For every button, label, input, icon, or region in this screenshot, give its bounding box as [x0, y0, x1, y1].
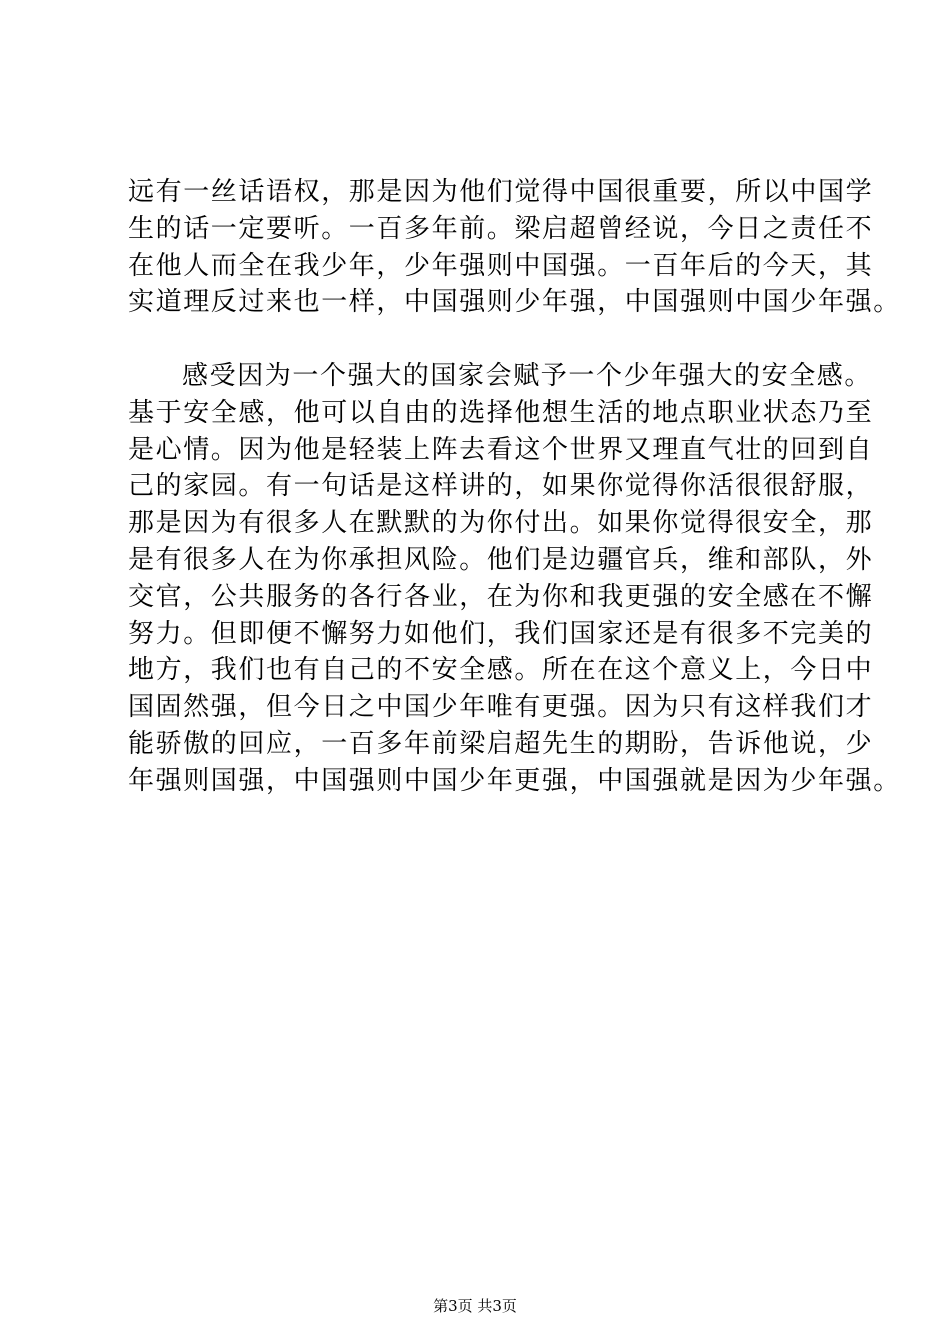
- text-line: 努力。但即便不懈努力如他们，我们国家还是有很多不完美的: [128, 618, 874, 649]
- text-line: 能骄傲的回应，一百多年前梁启超先生的期盼，告诉他说，少: [128, 728, 874, 759]
- body-text: [128, 174, 901, 800]
- page-number-label: 第3页 共3页: [433, 1297, 517, 1315]
- text-line: 在他人而全在我少年，少年强则中国强。一百年后的今天，其: [128, 250, 874, 281]
- text-line: 是有很多人在为你承担风险。他们是边疆官兵，维和部队，外: [128, 544, 874, 575]
- paragraph-spacer: [128, 321, 828, 358]
- text-line: 实道理反过来也一样，中国强则少年强，中国强则中国少年强。: [128, 287, 901, 318]
- paragraph-2: [128, 358, 901, 800]
- text-line: 地方，我们也有自己的不安全感。所在在这个意义上，今日中: [128, 655, 874, 686]
- text-line: 国固然强，但今日之中国少年唯有更强。因为只有这样我们才: [128, 692, 874, 723]
- page-footer: [0, 1296, 950, 1316]
- text-line: 感受因为一个强大的国家会赋予一个少年强大的安全感。: [182, 360, 873, 391]
- text-line: 远有一丝话语权，那是因为他们觉得中国很重要，所以中国学: [128, 177, 874, 207]
- text-line: 己的家园。有一句话是这样讲的，如果你觉得你活很很舒服，: [128, 471, 874, 502]
- text-line: 是心情。因为他是轻装上阵去看这个世界又理直气壮的回到自: [128, 434, 874, 465]
- text-line: 生的话一定要听。一百多年前。梁启超曾经说，今日之责任不: [128, 213, 874, 244]
- text-line: 基于安全感，他可以自由的选择他想生活的地点职业状态乃至: [128, 397, 874, 428]
- text-line: 年强则国强，中国强则中国少年更强，中国强就是因为少年强。: [128, 765, 901, 796]
- text-line: 交官，公共服务的各行各业，在为你和我更强的安全感在不懈: [128, 581, 874, 612]
- text-line: 那是因为有很多人在默默的为你付出。如果你觉得很安全，那: [128, 508, 874, 539]
- paragraph-1: [128, 174, 901, 321]
